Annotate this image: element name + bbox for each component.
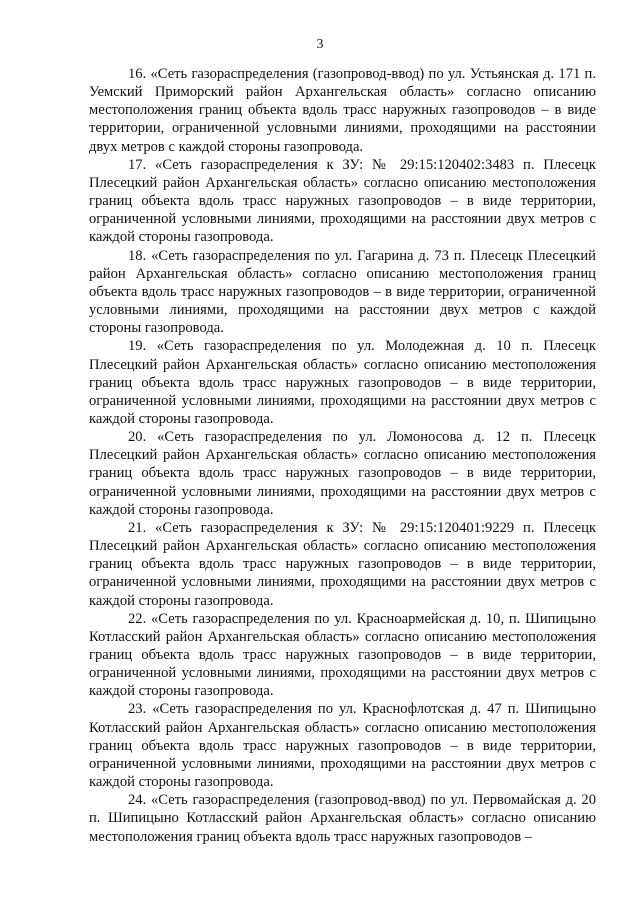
- paragraph-20: 20. «Сеть газораспределения по ул. Ломоносова д. 12 п. Плесецк Плесецкий район Архангельская область» согласно описанию местоположения границ объекта вдоль трасс наружных газопроводов – в виде территории, ограниченной условными линиями, проходящими на расстоянии двух метров с каждой стороны газопровода.: [89, 429, 596, 518]
- paragraph-21: 21. «Сеть газораспределения к ЗУ: № 29:15:120401:9229 п. Плесецк Плесецкий район Архангельская область» согласно описанию местоположения границ объекта вдоль трасс наружных газопроводов – в виде территории, ограниченной условными линиями, проходящими на расстоянии двух метров с каждой стороны газопровода.: [89, 519, 596, 609]
- paragraph-17: 17. «Сеть газораспределения к ЗУ: № 29:15:120402:3483 п. Плесецк Плесецкий район Архангельская область» согласно описанию местоположения границ объекта вдоль трасс наружных газопроводов – в виде территории, ограниченной условными линиями, проходящими на расстоянии двух метров с каждой стороны газопровода.: [89, 156, 596, 246]
- page-number: 3: [316, 37, 324, 52]
- document-body: [89, 65, 596, 846]
- paragraph-16: 16. «Сеть газораспределения (газопровод-ввод) по ул. Устьянская д. 171 п. Уемский Приморский район Архангельская область» согласно описанию местоположения границ объекта вдоль трасс наружных газопроводов – в виде территории, ограниченной условными линиями, проходящими на расстоянии двух метров с каждой стороны газопровода.: [89, 66, 596, 155]
- paragraph-23: 23. «Сеть газораспределения по ул. Краснофлотская д. 47 п. Шипицыно Котласский район Архангельская область» согласно описанию местоположения границ объекта вдоль трасс наружных газопроводов – в виде территории, ограниченной условными линиями, проходящими на расстоянии двух метров с каждой стороны газопровода.: [89, 701, 596, 791]
- paragraph-18: 18. «Сеть газораспределения по ул. Гагарина д. 73 п. Плесецк Плесецкий район Архангельская область» согласно описанию местоположения границ объекта вдоль трасс наружных газопроводов – в виде территории, ограниченной условными линиями, проходящими на расстоянии двух метров с каждой стороны газопровода.: [89, 247, 596, 337]
- paragraph-22: 22. «Сеть газораспределения по ул. Красноармейская д. 10, п. Шипицыно Котласский район Архангельская область» согласно описанию местоположения границ объекта вдоль трасс наружных газопроводов – в виде территории, ограниченной условными линиями, проходящими на расстоянии двух метров с каждой стороны газопровода.: [89, 610, 596, 700]
- paragraph-24: 24. «Сеть газораспределения (газопровод-ввод) по ул. Первомайская д. 20 п. Шипицыно Котласский район Архангельская область» согласно описанию местоположения границ объекта вдоль трасс наружных газопроводов –: [89, 792, 596, 845]
- paragraph-19: 19. «Сеть газораспределения по ул. Молодежная д. 10 п. Плесецк Плесецкий район Архангельская область» согласно описанию местоположения границ объекта вдоль трасс наружных газопроводов – в виде территории, ограниченной условными линиями, проходящими на расстоянии двух метров с каждой стороны газопровода.: [89, 338, 596, 427]
